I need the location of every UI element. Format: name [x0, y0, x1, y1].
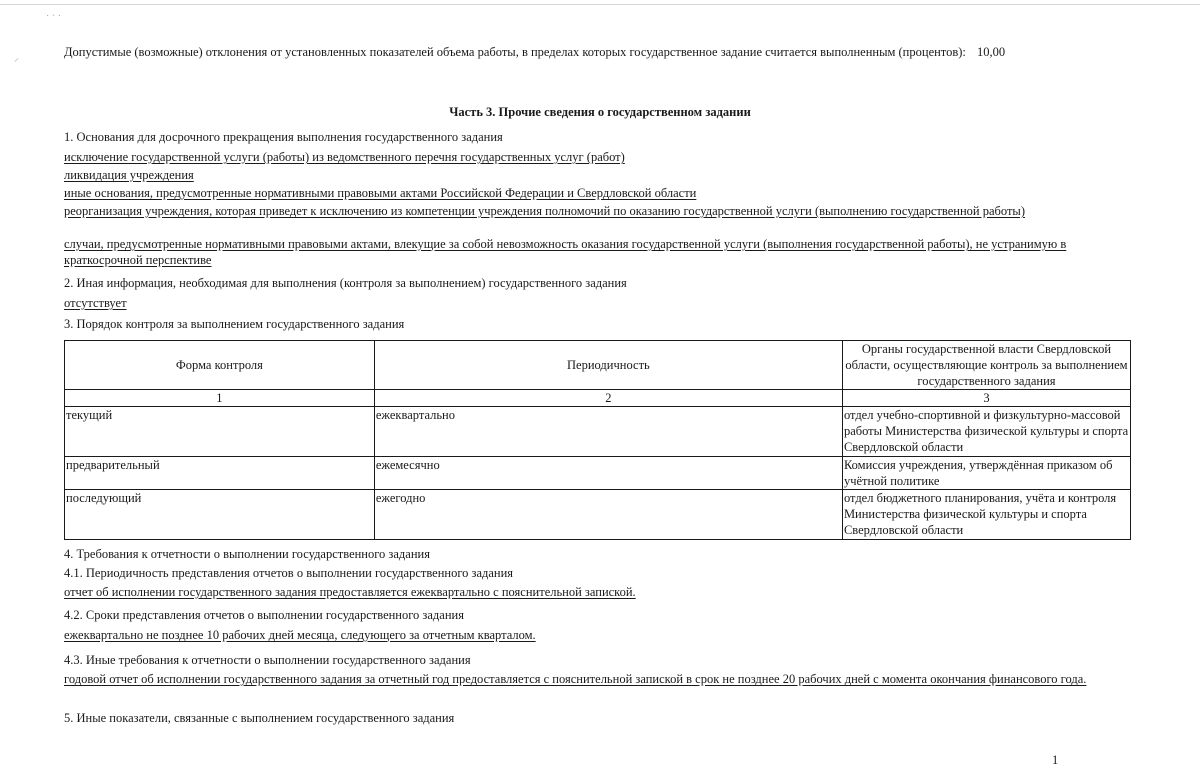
- table-header-row: [65, 341, 1131, 390]
- section3-heading: 3. Порядок контроля за выполнением государственного задания: [64, 317, 405, 331]
- table-number-cell: 2: [374, 390, 842, 407]
- table-header-cell: Периодичность: [374, 341, 842, 390]
- deviation-value: 10,00: [977, 45, 1006, 59]
- table-cell: последующий: [65, 490, 375, 540]
- table-row: [65, 407, 1131, 457]
- table-cell: предварительный: [65, 457, 375, 490]
- table-cell: ежемесячно: [374, 457, 842, 490]
- section1-item: иные основания, предусмотренные нормативными правовыми актами Российской Федерации и Свердловской области: [64, 186, 697, 200]
- deviation-line: [64, 44, 1005, 60]
- section4-3-heading: 4.3. Иные требования к отчетности о выполнении государственного задания: [64, 653, 471, 667]
- section5-heading: 5. Иные показатели, связанные с выполнением государственного задания: [64, 711, 455, 725]
- section1-item: ликвидация учреждения: [64, 168, 194, 182]
- table-header-cell: Органы государственной власти Свердловской области, осуществляющие контроль за выполнением государственного задания: [842, 341, 1130, 390]
- table-row: [65, 490, 1131, 540]
- table-number-row: [65, 390, 1131, 407]
- table-cell: Комиссия учреждения, утверждённая приказом об учётной политике: [842, 457, 1130, 490]
- table-cell: текущий: [65, 407, 375, 457]
- scan-artifact: ˙ ` ˙: [46, 14, 61, 25]
- part-title: Часть 3. Прочие сведения о государственном задании: [449, 105, 751, 119]
- section4-1-heading: 4.1. Периодичность представления отчетов о выполнении государственного задания: [64, 566, 514, 580]
- section1-item: случаи, предусмотренные нормативными правовыми актами, влекущие за собой невозможность оказания государственной услуги (выполнения государственной работы), не устранимую в краткосрочной перспективе: [64, 237, 1067, 267]
- section4-2-value: ежеквартально не позднее 10 рабочих дней месяца, следующего за отчетным кварталом.: [64, 628, 536, 642]
- section1-item: исключение государственной услуги (работы) из ведомственного перечня государственных услуг (работ): [64, 150, 625, 164]
- table-row: [65, 457, 1131, 490]
- scan-edge-line: [0, 4, 1200, 5]
- section1-item: реорганизация учреждения, которая приведет к исключению из компетенции учреждения полномочий по оказанию государственной услуги (выполнению государственной работы): [64, 204, 1025, 218]
- scan-artifact: ⸝: [14, 53, 19, 64]
- section4-2-heading: 4.2. Сроки представления отчетов о выполнении государственного задания: [64, 608, 464, 622]
- table-header-cell: Форма контроля: [65, 341, 375, 390]
- section2-heading: 2. Иная информация, необходимая для выполнения (контроля за выполнением) государственного задания: [64, 276, 627, 290]
- table-cell: отдел учебно-спортивной и физкультурно-массовой работы Министерства физической культуры и спорта Свердловской области: [842, 407, 1130, 457]
- table-cell: ежеквартально: [374, 407, 842, 457]
- table-cell: ежегодно: [374, 490, 842, 540]
- deviation-label: Допустимые (возможные) отклонения от установленных показателей объема работы, в пределах которых государственное задание считается выполненным (процентов):: [64, 45, 966, 59]
- section4-heading: 4. Требования к отчетности о выполнении государственного задания: [64, 547, 430, 561]
- page-number: 1: [1052, 753, 1059, 767]
- control-table: [64, 340, 1131, 540]
- section4-1-value: отчет об исполнении государственного задания предоставляется ежеквартально с пояснительной запиской.: [64, 585, 636, 599]
- section1-heading: 1. Основания для досрочного прекращения выполнения государственного задания: [64, 130, 503, 144]
- table-number-cell: 3: [842, 390, 1130, 407]
- table-cell: отдел бюджетного планирования, учёта и контроля Министерства физической культуры и спорта Свердловской области: [842, 490, 1130, 540]
- section4-3-value: годовой отчет об исполнении государственного задания за отчетный год предоставляется с пояснительной запиской в срок не позднее 20 рабочих дней с момента окончания финансового года.: [64, 672, 1087, 686]
- table-number-cell: 1: [65, 390, 375, 407]
- section2-value: отсутствует: [64, 296, 127, 310]
